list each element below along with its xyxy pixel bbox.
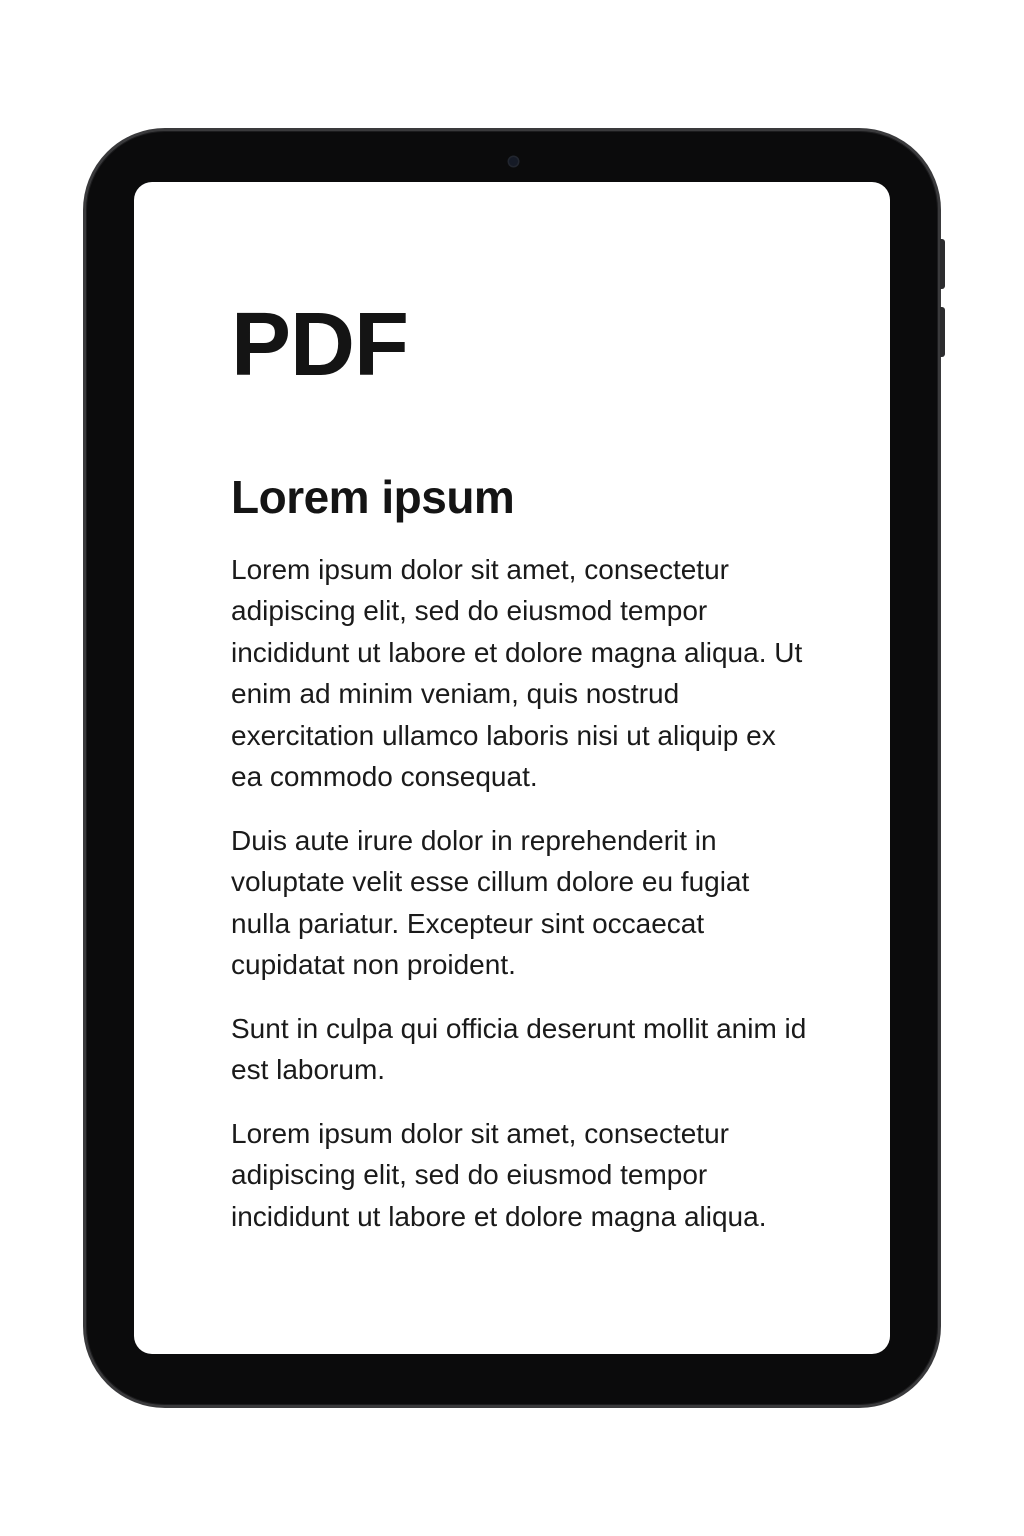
volume-down-button[interactable] — [940, 307, 945, 357]
document-paragraph-4: Lorem ipsum dolor sit amet, consectetur adipiscing elit, sed do eiusmod tempor incididunt ut labore et dolore magna aliqua. — [231, 1117, 767, 1232]
document-paragraph-2: Duis aute irure dolor in reprehenderit in voluptate velit esse cillum dolore eu fugiat nulla pariatur. Excepteur sint occaecat cupidatat non proident. — [231, 824, 750, 981]
pdf-document — [231, 295, 811, 1237]
front-camera-icon — [509, 157, 518, 166]
document-paragraph-3: Sunt in culpa qui officia deserunt mollit anim id est laborum. — [231, 1012, 807, 1086]
tablet-screen — [134, 182, 890, 1354]
document-heading: Lorem ipsum — [231, 471, 515, 523]
document-paragraph-1: Lorem ipsum dolor sit amet, consectetur adipiscing elit, sed do eiusmod tempor incididunt ut labore et dolore magna aliqua. Ut enim ad minim veniam, quis nostrud exercitation ullamco laboris nisi ut aliquip ex ea commodo consequat. — [231, 553, 803, 793]
volume-up-button[interactable] — [940, 239, 945, 289]
tablet-device — [83, 128, 941, 1408]
document-title: PDF — [231, 295, 408, 395]
